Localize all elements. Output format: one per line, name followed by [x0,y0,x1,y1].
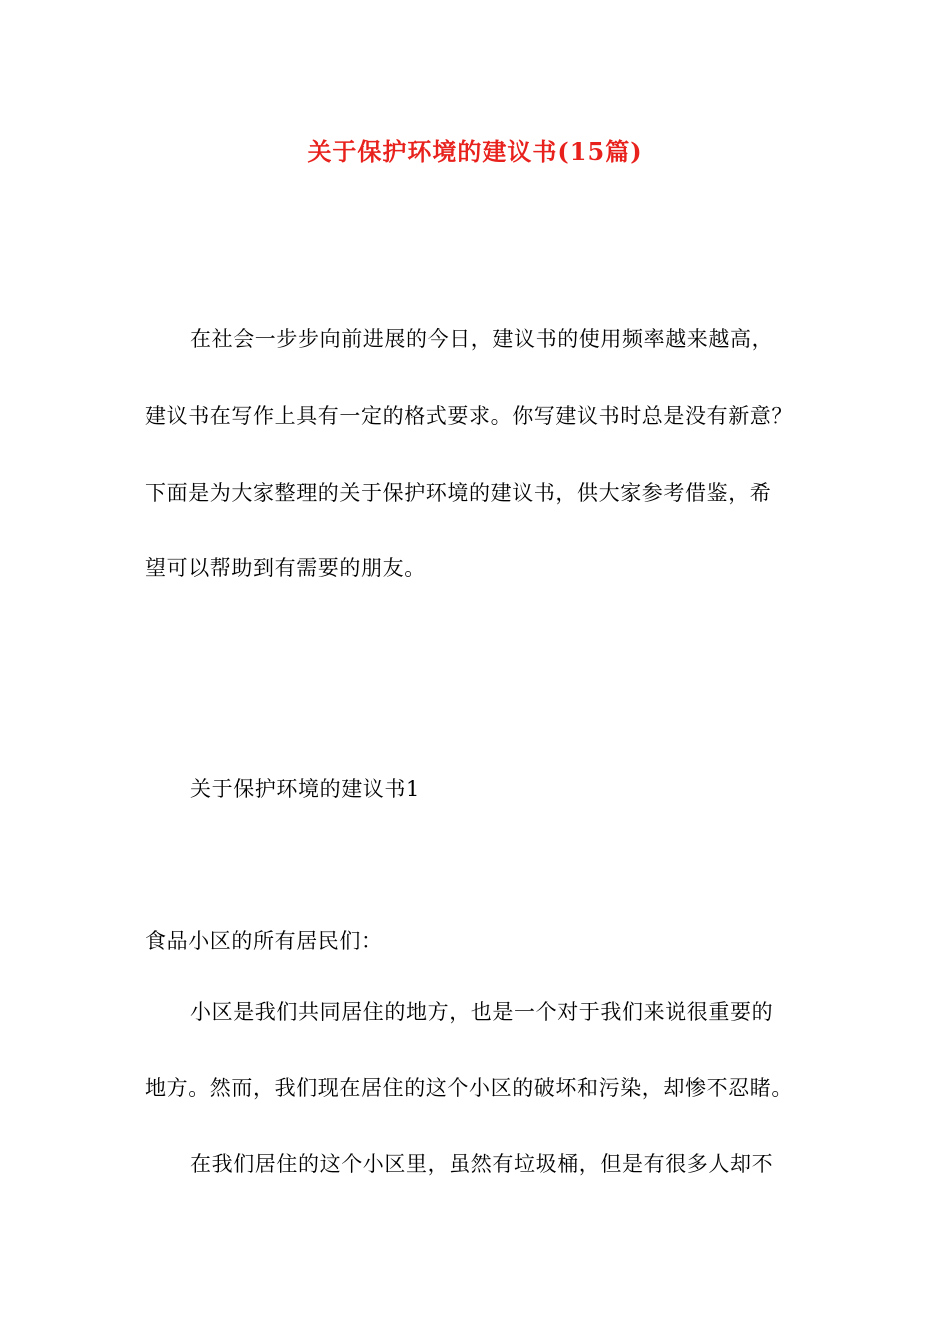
document-title: 关于保护环境的建议书(15篇) [307,137,643,166]
intro-line-3: 下面是为大家整理的关于保护环境的建议书，供大家参考借鉴，希 [145,481,772,505]
body-line-3: 在我们居住的这个小区里，虽然有垃圾桶，但是有很多人却不 [190,1152,774,1176]
body-line-2: 地方。然而，我们现在居住的这个小区的破坏和污染，却惨不忍睹。 [145,1076,793,1100]
section-heading: 关于保护环境的建议书1 [190,777,420,801]
intro-line-1: 在社会一步步向前进展的今日，建议书的使用频率越来越高， [190,327,774,351]
body-line-1: 小区是我们共同居住的地方，也是一个对于我们来说很重要的 [190,1000,774,1024]
salutation: 食品小区的所有居民们： [145,929,383,953]
intro-line-4: 望可以帮助到有需要的朋友。 [145,556,426,580]
intro-line-2: 建议书在写作上具有一定的格式要求。你写建议书时总是没有新意？ [145,404,793,428]
